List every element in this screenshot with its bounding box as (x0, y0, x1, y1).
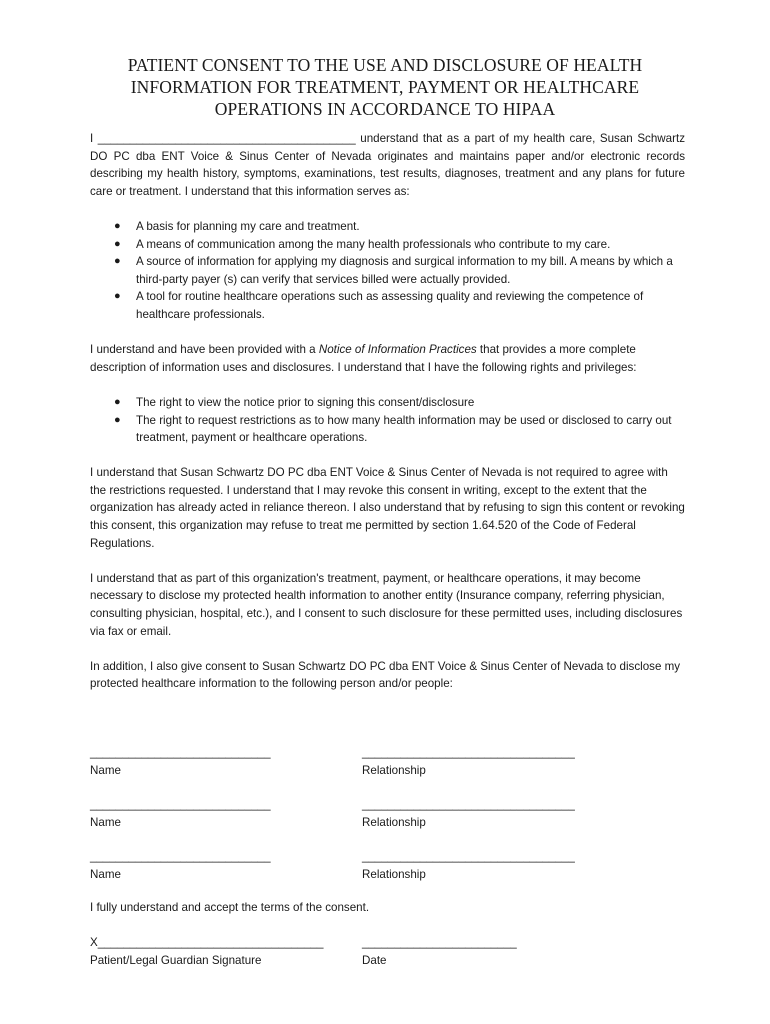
bullet-icon: ● (114, 237, 121, 250)
date-label: Date (362, 953, 387, 967)
consent-body (90, 130, 685, 693)
list-item: ● A basis for planning my care and treatment. (90, 218, 685, 236)
contact-relationship-1 (362, 744, 575, 779)
bullet-icon: ● (114, 255, 121, 268)
document-title (60, 54, 710, 120)
bullet-icon: ● (114, 395, 121, 408)
disclosure-paragraph: I understand that as part of this organization's treatment, payment, or healthcare operations, it may become necessary to disclose my protected health information to another entity (Insurance company, referring physician, consulting physician, hospital, etc.), and I consent to such disclosure for these permitted uses, including disclosures via fax or email. (90, 571, 683, 638)
list-item: ● The right to request restrictions as to how many health information may be used or disclosed to carry out treatment, payment or healthcare operations. (114, 413, 672, 445)
title-line-1: PATIENT CONSENT TO THE USE AND DISCLOSURE OF HEALTH (127, 55, 643, 75)
intro-paragraph: I ________________________________________ understand that as a part of my health care, Susan Schwartz DO PC dba ENT Voice & Sinus Center of Nevada originates and maintains paper and/or electronic records describing my health history, symptoms, examinations, test results, diagnoses, treatment and any plans for future care or treatment. I understand that this information serves as: (90, 132, 685, 198)
contact-relationship-3 (362, 848, 575, 883)
signature-label: Patient/Legal Guardian Signature (90, 953, 262, 967)
list-item: ● A means of communication among the many health professionals who contribute to my care. (90, 236, 685, 254)
rights-list (90, 394, 685, 447)
list-item: ● The right to view the notice prior to signing this consent/disclosure (90, 394, 685, 412)
acceptance-statement: I fully understand and accept the terms of the consent. (90, 901, 370, 914)
name-field-1[interactable]: ____________________________ (90, 746, 271, 759)
bullet-icon: ● (114, 219, 121, 232)
signature-field[interactable]: X___________________________________ (90, 936, 324, 949)
relationship-field-1[interactable]: _________________________________ (362, 746, 575, 759)
signature-date (362, 934, 517, 969)
revoke-paragraph: I understand that Susan Schwartz DO PC dba ENT Voice & Sinus Center of Nevada is not required to agree with the restrictions requested. I understand that I may revoke this consent in writing, except to the extent that the organization has already acted in reliance thereon. I also understand that by refusing to sign this content or revoking this consent, this organization may refuse to treat me permitted by section 1.64.520 of the Code of Federal Regulations. (90, 466, 685, 550)
notice-paragraph: I understand and have been provided with a Notice of Information Practices that provides a more complete description of information uses and disclosures. I understand that I have the following rights and privileges: (90, 343, 637, 374)
relationship-label: Relationship (362, 867, 426, 881)
list-item: ● A tool for routine healthcare operations such as assessing quality and reviewing the competence of healthcare professionals. (114, 290, 644, 321)
relationship-field-3[interactable]: _________________________________ (362, 850, 575, 863)
relationship-field-2[interactable]: _________________________________ (362, 798, 575, 811)
name-label: Name (90, 867, 121, 881)
name-field-3[interactable]: ____________________________ (90, 850, 271, 863)
name-label: Name (90, 763, 121, 777)
contact-relationship-2 (362, 796, 575, 831)
title-line-2: INFORMATION FOR TREATMENT, PAYMENT OR HEALTHCARE (130, 77, 640, 97)
bullet-icon: ● (114, 413, 121, 426)
list-item: ● A source of information for applying my diagnosis and surgical information to my bill. A means by which a third-party payer (s) can verify that services billed were actually provided. (114, 255, 673, 286)
title-line-3: OPERATIONS IN ACCORDANCE TO HIPAA (214, 99, 556, 119)
addition-paragraph: In addition, I also give consent to Susan Schwartz DO PC dba ENT Voice & Sinus Center of Nevada to disclose my protected healthcare information to the following person and/or people: (90, 659, 681, 691)
purposes-list (90, 218, 685, 324)
date-field[interactable]: ________________________ (362, 936, 517, 949)
contact-name-2 (90, 796, 271, 831)
patient-signature (90, 934, 323, 969)
contact-name-1 (90, 744, 271, 779)
bullet-icon: ● (114, 290, 121, 303)
contact-name-3 (90, 848, 271, 883)
relationship-label: Relationship (362, 763, 426, 777)
name-label: Name (90, 815, 121, 829)
relationship-label: Relationship (362, 815, 426, 829)
notice-title: Notice of Information Practices (318, 343, 477, 357)
name-field-2[interactable]: ____________________________ (90, 798, 271, 811)
